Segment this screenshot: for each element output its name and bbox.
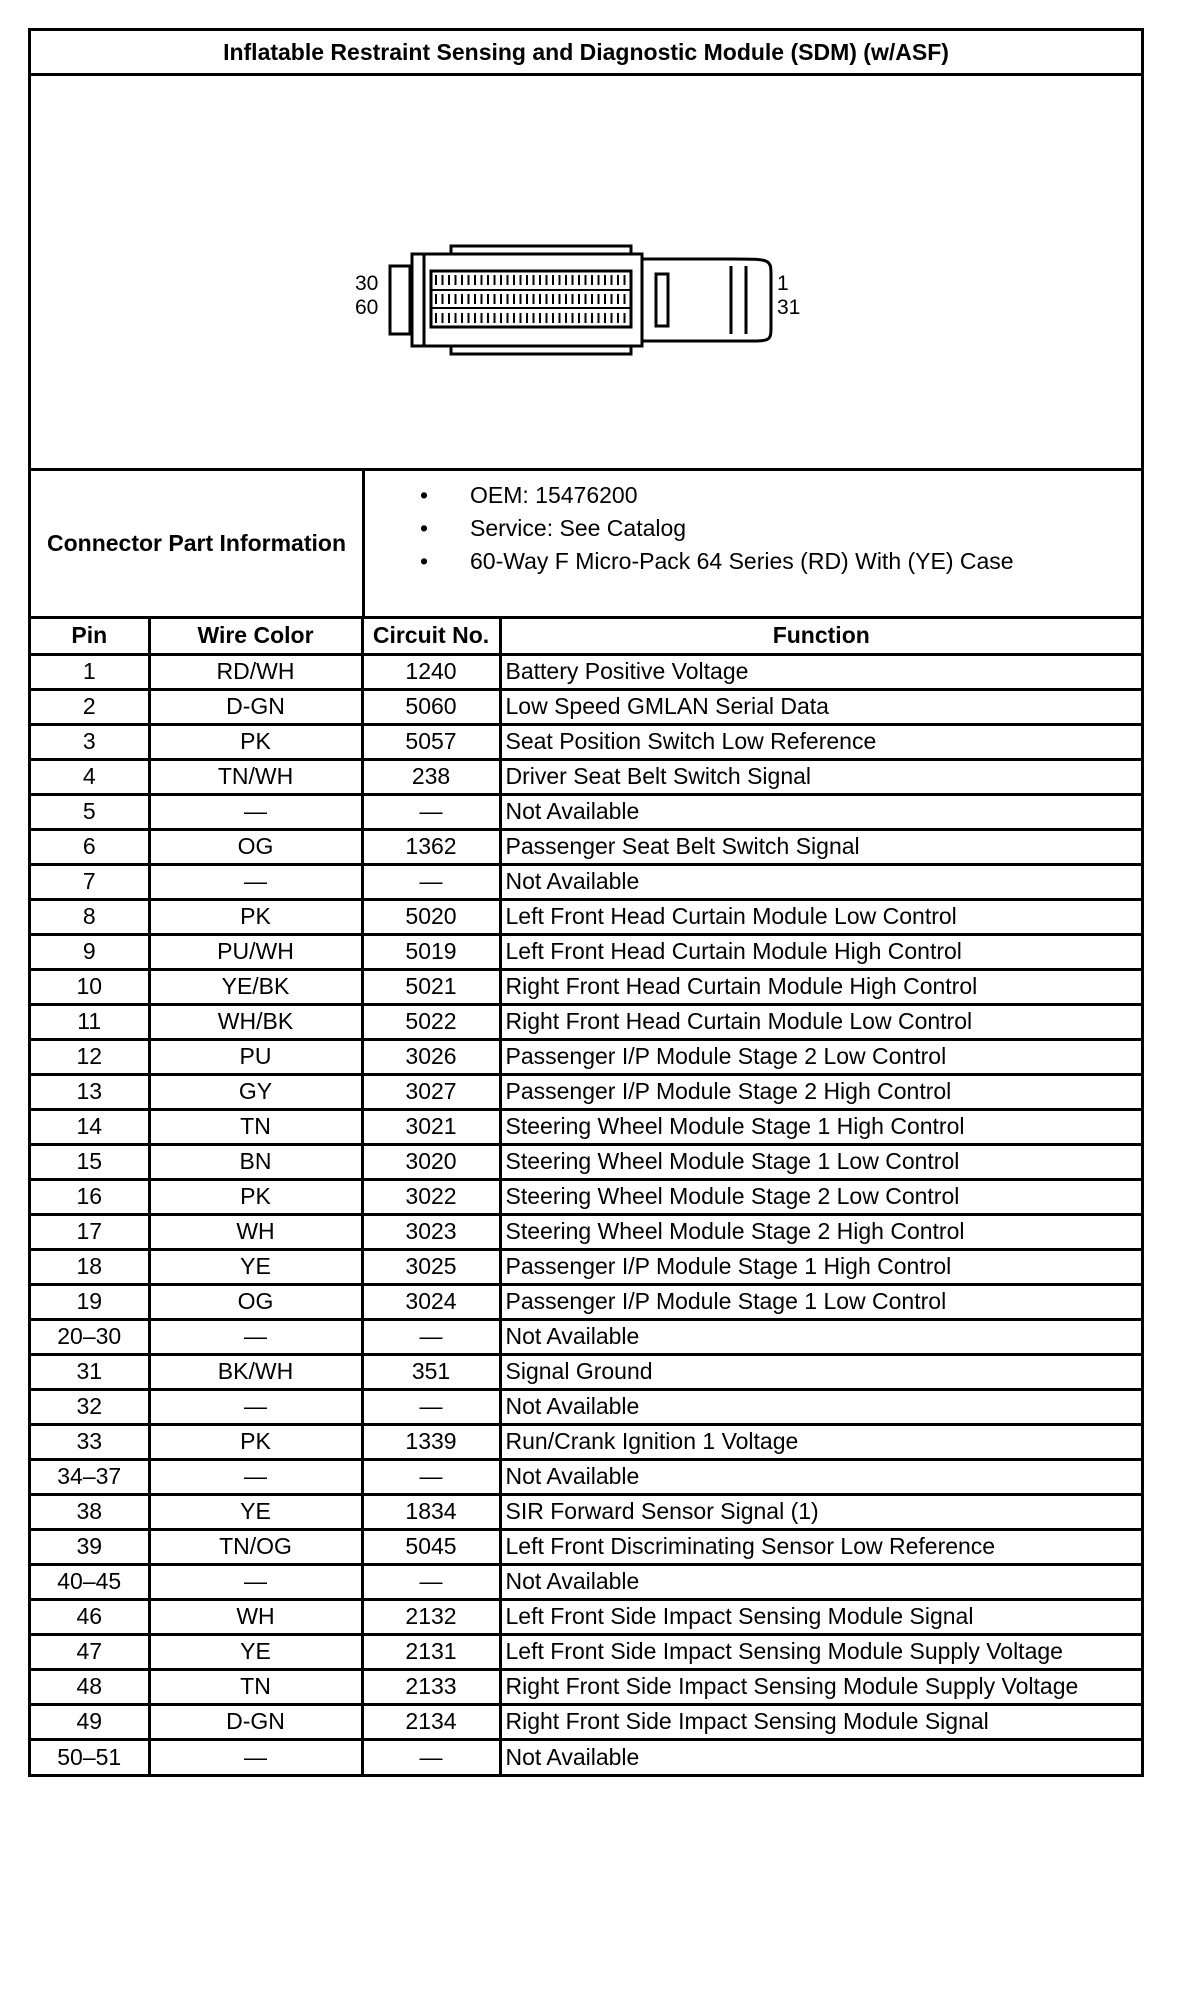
circuit-no-cell: 2131 xyxy=(362,1634,500,1669)
function-cell: Left Front Discriminating Sensor Low Reference xyxy=(500,1529,1141,1564)
table-row xyxy=(31,1354,1141,1389)
wire-color-cell: OG xyxy=(149,829,362,864)
function-cell: Seat Position Switch Low Reference xyxy=(500,724,1141,759)
table-row xyxy=(31,654,1141,689)
table-row xyxy=(31,1074,1141,1109)
pin-cell: 9 xyxy=(31,934,149,969)
table-row xyxy=(31,1564,1141,1599)
connector-info-label: Connector Part Information xyxy=(31,471,365,616)
function-cell: Steering Wheel Module Stage 1 Low Control xyxy=(500,1144,1141,1179)
function-cell: Not Available xyxy=(500,1319,1141,1354)
connector-info-item: • Service: See Catalog xyxy=(365,512,1141,545)
pin-cell: 3 xyxy=(31,724,149,759)
table-row xyxy=(31,1494,1141,1529)
function-cell: Passenger I/P Module Stage 2 High Control xyxy=(500,1074,1141,1109)
connector-info-item: • OEM: 15476200 xyxy=(365,479,1141,512)
circuit-no-cell: 1240 xyxy=(362,654,500,689)
table-row xyxy=(31,1669,1141,1704)
table-row xyxy=(31,969,1141,1004)
function-cell: Right Front Head Curtain Module High Control xyxy=(500,969,1141,1004)
connector-sheet xyxy=(28,28,1144,1777)
table-row xyxy=(31,864,1141,899)
pin-cavities xyxy=(436,275,625,323)
pin-cell: 5 xyxy=(31,794,149,829)
pin-cell: 48 xyxy=(31,1669,149,1704)
function-cell: Not Available xyxy=(500,1564,1141,1599)
pin-cell: 14 xyxy=(31,1109,149,1144)
header-wire-color: Wire Color xyxy=(149,619,362,654)
table-header-row xyxy=(31,619,1141,654)
circuit-no-cell: — xyxy=(362,864,500,899)
function-cell: Steering Wheel Module Stage 2 Low Control xyxy=(500,1179,1141,1214)
wire-color-cell: OG xyxy=(149,1284,362,1319)
circuit-no-cell: 3021 xyxy=(362,1109,500,1144)
table-row xyxy=(31,829,1141,864)
wire-color-cell: — xyxy=(149,1564,362,1599)
pin-cell: 11 xyxy=(31,1004,149,1039)
function-cell: Passenger I/P Module Stage 2 Low Control xyxy=(500,1039,1141,1074)
wire-color-cell: D-GN xyxy=(149,689,362,724)
circuit-no-cell: 238 xyxy=(362,759,500,794)
wire-color-cell: PK xyxy=(149,724,362,759)
pin-cell: 32 xyxy=(31,1389,149,1424)
circuit-no-cell: 351 xyxy=(362,1354,500,1389)
header-function: Function xyxy=(500,619,1141,654)
connector-part-info xyxy=(31,471,1141,619)
table-row xyxy=(31,1529,1141,1564)
wire-color-cell: WH xyxy=(149,1214,362,1249)
pin-cell: 34–37 xyxy=(31,1459,149,1494)
circuit-no-cell: 3026 xyxy=(362,1039,500,1074)
wire-color-cell: PU/WH xyxy=(149,934,362,969)
pin-cell: 2 xyxy=(31,689,149,724)
pin-cell: 13 xyxy=(31,1074,149,1109)
wire-color-cell: BK/WH xyxy=(149,1354,362,1389)
circuit-no-cell: 5045 xyxy=(362,1529,500,1564)
table-row xyxy=(31,1004,1141,1039)
table-row xyxy=(31,1599,1141,1634)
table-row xyxy=(31,1039,1141,1074)
table-row xyxy=(31,1634,1141,1669)
table-row xyxy=(31,1459,1141,1494)
circuit-no-cell: 3024 xyxy=(362,1284,500,1319)
wire-color-cell: GY xyxy=(149,1074,362,1109)
connector-info-list xyxy=(365,471,1141,616)
function-cell: Left Front Head Curtain Module Low Control xyxy=(500,899,1141,934)
connector-figure xyxy=(31,76,1141,471)
circuit-no-cell: 3023 xyxy=(362,1214,500,1249)
label-pin-30: 30 xyxy=(355,272,379,295)
table-row xyxy=(31,1144,1141,1179)
circuit-no-cell: 1362 xyxy=(362,829,500,864)
pin-cell: 17 xyxy=(31,1214,149,1249)
function-cell: Battery Positive Voltage xyxy=(500,654,1141,689)
wire-color-cell: RD/WH xyxy=(149,654,362,689)
wire-color-cell: WH xyxy=(149,1599,362,1634)
circuit-no-cell: 2133 xyxy=(362,1669,500,1704)
wire-color-cell: — xyxy=(149,1389,362,1424)
circuit-no-cell: 5057 xyxy=(362,724,500,759)
circuit-no-cell: — xyxy=(362,1564,500,1599)
wire-color-cell: PU xyxy=(149,1039,362,1074)
connector-info-item: • 60-Way F Micro-Pack 64 Series (RD) With (YE) Case xyxy=(365,545,1141,578)
pin-cell: 49 xyxy=(31,1704,149,1739)
wire-color-cell: BN xyxy=(149,1144,362,1179)
wire-color-cell: YE/BK xyxy=(149,969,362,1004)
circuit-no-cell: — xyxy=(362,794,500,829)
table-row xyxy=(31,1249,1141,1284)
function-cell: Low Speed GMLAN Serial Data xyxy=(500,689,1141,724)
circuit-no-cell: 5020 xyxy=(362,899,500,934)
pin-cell: 6 xyxy=(31,829,149,864)
function-cell: Not Available xyxy=(500,864,1141,899)
circuit-no-cell: 5021 xyxy=(362,969,500,1004)
wire-color-cell: — xyxy=(149,1739,362,1774)
wire-color-cell: PK xyxy=(149,1179,362,1214)
pin-cell: 33 xyxy=(31,1424,149,1459)
wire-color-cell: TN/OG xyxy=(149,1529,362,1564)
circuit-no-cell: 2134 xyxy=(362,1704,500,1739)
table-row xyxy=(31,794,1141,829)
function-cell: Left Front Side Impact Sensing Module Signal xyxy=(500,1599,1141,1634)
table-row xyxy=(31,1319,1141,1354)
connector-left-latch xyxy=(390,266,410,334)
circuit-no-cell: 3020 xyxy=(362,1144,500,1179)
pin-cell: 7 xyxy=(31,864,149,899)
table-row xyxy=(31,1109,1141,1144)
function-cell: Passenger I/P Module Stage 1 Low Control xyxy=(500,1284,1141,1319)
wire-color-cell: — xyxy=(149,794,362,829)
pin-cell: 20–30 xyxy=(31,1319,149,1354)
function-cell: Driver Seat Belt Switch Signal xyxy=(500,759,1141,794)
circuit-no-cell: 5019 xyxy=(362,934,500,969)
wire-color-cell: TN xyxy=(149,1109,362,1144)
pin-cell: 31 xyxy=(31,1354,149,1389)
label-pin-60: 60 xyxy=(355,296,379,319)
wire-color-cell: TN xyxy=(149,1669,362,1704)
circuit-no-cell: 1834 xyxy=(362,1494,500,1529)
function-cell: Not Available xyxy=(500,1459,1141,1494)
table-row xyxy=(31,1704,1141,1739)
circuit-no-cell: — xyxy=(362,1459,500,1494)
function-cell: SIR Forward Sensor Signal (1) xyxy=(500,1494,1141,1529)
wire-color-cell: — xyxy=(149,1319,362,1354)
table-row xyxy=(31,689,1141,724)
table-row xyxy=(31,1284,1141,1319)
function-cell: Not Available xyxy=(500,1389,1141,1424)
function-cell: Right Front Side Impact Sensing Module Signal xyxy=(500,1704,1141,1739)
wire-color-cell: PK xyxy=(149,899,362,934)
wire-color-cell: YE xyxy=(149,1249,362,1284)
function-cell: Steering Wheel Module Stage 1 High Control xyxy=(500,1109,1141,1144)
function-cell: Right Front Side Impact Sensing Module Supply Voltage xyxy=(500,1669,1141,1704)
circuit-no-cell: 5060 xyxy=(362,689,500,724)
function-cell: Not Available xyxy=(500,794,1141,829)
wire-color-cell: D-GN xyxy=(149,1704,362,1739)
label-pin-31: 31 xyxy=(777,296,801,319)
wire-color-cell: YE xyxy=(149,1494,362,1529)
pin-cell: 1 xyxy=(31,654,149,689)
function-cell: Right Front Head Curtain Module Low Control xyxy=(500,1004,1141,1039)
circuit-no-cell: 3025 xyxy=(362,1249,500,1284)
circuit-no-cell: 3027 xyxy=(362,1074,500,1109)
wire-color-cell: PK xyxy=(149,1424,362,1459)
circuit-no-cell: — xyxy=(362,1319,500,1354)
pin-cell: 16 xyxy=(31,1179,149,1214)
circuit-no-cell: 5022 xyxy=(362,1004,500,1039)
wire-color-cell: — xyxy=(149,1459,362,1494)
pin-cell: 39 xyxy=(31,1529,149,1564)
table-row xyxy=(31,1739,1141,1774)
function-cell: Steering Wheel Module Stage 2 High Control xyxy=(500,1214,1141,1249)
wire-color-cell: TN/WH xyxy=(149,759,362,794)
wire-color-cell: WH/BK xyxy=(149,1004,362,1039)
circuit-no-cell: 3022 xyxy=(362,1179,500,1214)
pin-cell: 4 xyxy=(31,759,149,794)
pin-cell: 46 xyxy=(31,1599,149,1634)
pin-cell: 38 xyxy=(31,1494,149,1529)
pin-cell: 8 xyxy=(31,899,149,934)
function-cell: Passenger I/P Module Stage 1 High Control xyxy=(500,1249,1141,1284)
wire-color-cell: — xyxy=(149,864,362,899)
function-cell: Left Front Head Curtain Module High Control xyxy=(500,934,1141,969)
header-pin: Pin xyxy=(31,619,149,654)
table-row xyxy=(31,1424,1141,1459)
pin-cell: 15 xyxy=(31,1144,149,1179)
pin-cell: 18 xyxy=(31,1249,149,1284)
label-pin-1: 1 xyxy=(777,272,789,295)
table-row xyxy=(31,724,1141,759)
circuit-no-cell: 2132 xyxy=(362,1599,500,1634)
function-cell: Run/Crank Ignition 1 Voltage xyxy=(500,1424,1141,1459)
document-title: Inflatable Restraint Sensing and Diagnostic Module (SDM) (w/ASF) xyxy=(31,31,1141,76)
pin-cell: 12 xyxy=(31,1039,149,1074)
circuit-no-cell: 1339 xyxy=(362,1424,500,1459)
pin-cell: 40–45 xyxy=(31,1564,149,1599)
function-cell: Signal Ground xyxy=(500,1354,1141,1389)
pin-cell: 50–51 xyxy=(31,1739,149,1774)
header-circuit-no: Circuit No. xyxy=(362,619,500,654)
circuit-no-cell: — xyxy=(362,1389,500,1424)
table-row xyxy=(31,1389,1141,1424)
function-cell: Not Available xyxy=(500,1739,1141,1774)
connector-drawing xyxy=(31,76,1141,468)
table-row xyxy=(31,1179,1141,1214)
wire-color-cell: YE xyxy=(149,1634,362,1669)
pin-cell: 19 xyxy=(31,1284,149,1319)
table-row xyxy=(31,1214,1141,1249)
pin-cell: 10 xyxy=(31,969,149,1004)
function-cell: Left Front Side Impact Sensing Module Supply Voltage xyxy=(500,1634,1141,1669)
circuit-no-cell: — xyxy=(362,1739,500,1774)
table-row xyxy=(31,759,1141,794)
connector-housing xyxy=(642,259,771,341)
table-row xyxy=(31,899,1141,934)
table-row xyxy=(31,934,1141,969)
pin-cell: 47 xyxy=(31,1634,149,1669)
function-cell: Passenger Seat Belt Switch Signal xyxy=(500,829,1141,864)
pinout-table xyxy=(31,619,1141,1774)
